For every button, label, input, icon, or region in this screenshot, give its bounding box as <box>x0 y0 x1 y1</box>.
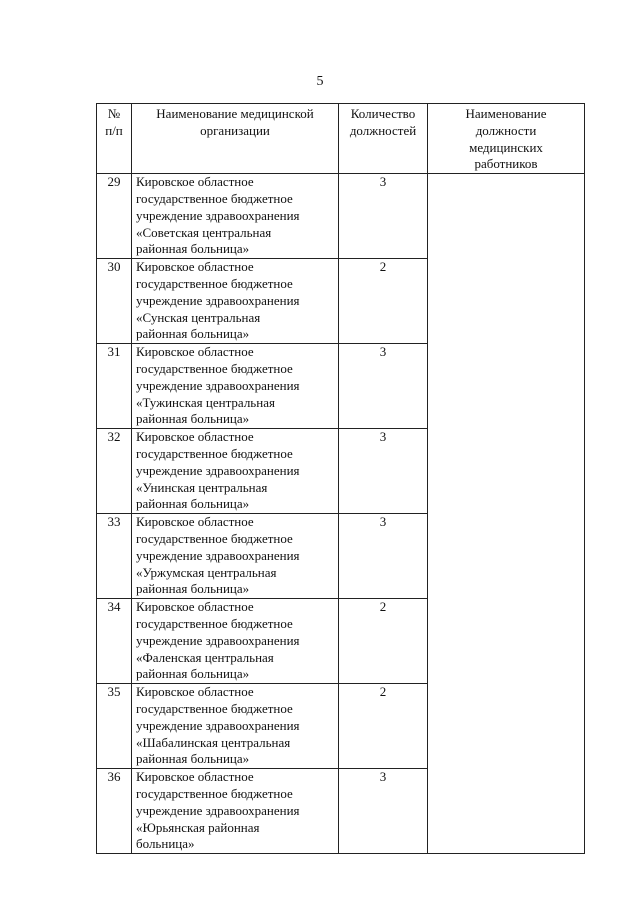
organization-name-line: учреждение здравоохранения <box>136 207 300 223</box>
organization-name-line: государственное бюджетное <box>136 190 293 206</box>
table-header-row <box>97 104 585 174</box>
organization-name-line: государственное бюджетное <box>136 785 293 801</box>
organization-name-line: районная больница» <box>136 496 250 512</box>
organization-name-line: Кировское областное <box>136 174 254 190</box>
table-row <box>97 174 585 259</box>
organization-name-line: «Сунская центральная <box>136 309 261 325</box>
organization-name-line: «Унинская центральная <box>136 479 268 495</box>
organization-name-line: Кировское областное <box>136 599 254 615</box>
organization-name-line: учреждение здравоохранения <box>136 462 300 478</box>
organization-name-line: «Тужинская центральная <box>136 394 275 410</box>
organization-name-line: районная больница» <box>136 581 250 597</box>
organization-name-line: Кировское областное <box>136 344 254 360</box>
organization-name-line: районная больница» <box>136 666 250 682</box>
organization-name-line: «Фаленская центральная <box>136 649 274 665</box>
organization-name <box>132 769 339 854</box>
organization-name-line: «Советская центральная <box>136 224 272 240</box>
organization-name-line: больница» <box>136 836 195 852</box>
organization-name-line: Кировское областное <box>136 684 254 700</box>
position-count: 3 <box>339 769 428 854</box>
organization-name-line: государственное бюджетное <box>136 530 293 546</box>
row-number: 29 <box>97 174 132 259</box>
row-number: 33 <box>97 514 132 599</box>
row-number: 32 <box>97 429 132 514</box>
organization-name-line: Кировское областное <box>136 259 254 275</box>
organization-name-line: Кировское областное <box>136 514 254 530</box>
organization-name-line: государственное бюджетное <box>136 360 293 376</box>
position-count: 2 <box>339 259 428 344</box>
organization-name-line: учреждение здравоохранения <box>136 547 300 563</box>
position-name-cell <box>428 174 585 854</box>
organization-name-line: «Шабалинская центральная <box>136 734 291 750</box>
table-body <box>97 174 585 854</box>
organization-name-line: государственное бюджетное <box>136 700 293 716</box>
organization-name-line: учреждение здравоохранения <box>136 377 300 393</box>
row-number: 35 <box>97 684 132 769</box>
row-number: 34 <box>97 599 132 684</box>
row-number: 30 <box>97 259 132 344</box>
position-count: 3 <box>339 429 428 514</box>
row-number: 36 <box>97 769 132 854</box>
row-number: 31 <box>97 344 132 429</box>
position-count: 2 <box>339 599 428 684</box>
organization-name-line: учреждение здравоохранения <box>136 632 300 648</box>
organization-name-line: «Юрьянская районная <box>136 819 260 835</box>
organization-name-line: районная больница» <box>136 411 250 427</box>
position-count: 2 <box>339 684 428 769</box>
organization-name-line: Кировское областное <box>136 769 254 785</box>
organization-name-line: учреждение здравоохранения <box>136 802 300 818</box>
header-org <box>132 104 339 174</box>
header-num <box>97 104 132 174</box>
page-number: 5 <box>316 74 324 89</box>
position-count: 3 <box>339 514 428 599</box>
organization-name <box>132 429 339 514</box>
header-count <box>339 104 428 174</box>
organization-name-line: районная больница» <box>136 751 250 767</box>
header-count-label: Количество должностей <box>349 106 417 138</box>
organization-name-line: районная больница» <box>136 326 250 342</box>
table-header <box>97 104 585 174</box>
organization-name-line: государственное бюджетное <box>136 615 293 631</box>
medical-positions-table <box>96 103 585 854</box>
organization-name-line: «Уржумская центральная <box>136 564 277 580</box>
organization-name-line: Кировское областное <box>136 429 254 445</box>
organization-name <box>132 514 339 599</box>
position-count: 3 <box>339 174 428 259</box>
organization-name-line: государственное бюджетное <box>136 445 293 461</box>
organization-name-line: учреждение здравоохранения <box>136 292 300 308</box>
organization-name <box>132 259 339 344</box>
header-org-label: Наименование медицинской организации <box>156 106 314 138</box>
position-count: 3 <box>339 344 428 429</box>
organization-name <box>132 599 339 684</box>
organization-name <box>132 684 339 769</box>
organization-name <box>132 174 339 259</box>
header-num-label: № п/п <box>105 106 123 138</box>
header-position <box>428 104 585 174</box>
organization-name <box>132 344 339 429</box>
organization-name-line: районная больница» <box>136 241 250 257</box>
header-position-label: Наименование должности медицинских работников <box>465 106 547 172</box>
organization-name-line: учреждение здравоохранения <box>136 717 300 733</box>
organization-name-line: государственное бюджетное <box>136 275 293 291</box>
